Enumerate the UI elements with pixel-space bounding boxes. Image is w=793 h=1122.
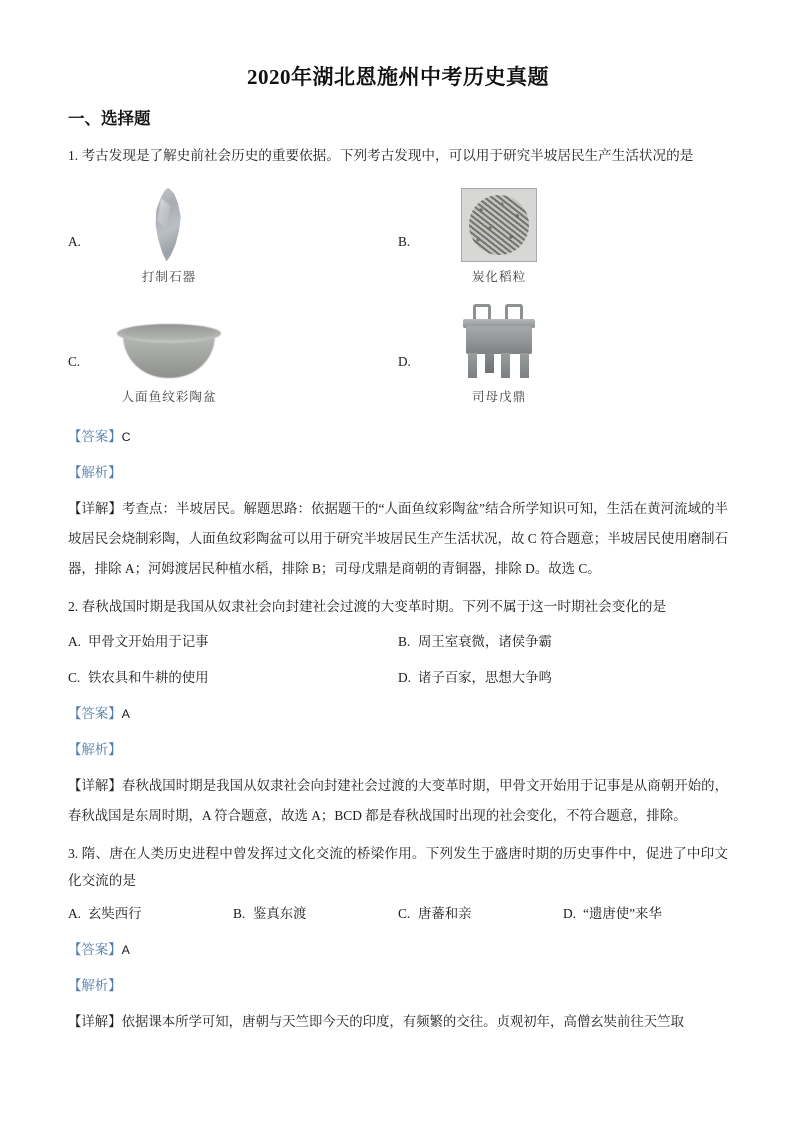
question-3-detail [68, 1007, 728, 1037]
question-1-options-row-1 [68, 175, 728, 295]
question-2-stem: 2. 春秋战国时期是我国从奴隶社会向封建社会过渡的大变革时期。下列不属于这一时期社会变化的是 [68, 599, 667, 614]
question-1-option-b[interactable] [398, 175, 728, 295]
option-label-d: D. [398, 354, 411, 370]
question-3-answer-value: A [121, 943, 130, 957]
answer-tag: 【答案】 [68, 706, 122, 721]
question-2-detail [68, 771, 728, 831]
question-3-option-a[interactable] [68, 900, 233, 928]
option-c-caption: 人面鱼纹彩陶盆 [121, 389, 217, 404]
option-label-b: B. [398, 634, 411, 649]
answer-tag: 【答案】 [68, 942, 122, 957]
question-2-option-b[interactable] [398, 628, 728, 656]
carbonized-rice-grains-icon [461, 186, 537, 262]
option-d-text: 诸子百家，思想大争鸣 [418, 670, 552, 685]
question-1-option-a[interactable] [68, 175, 398, 295]
analysis-tag: 【解析】 [68, 742, 122, 757]
question-1-analysis-tag [68, 459, 728, 486]
option-c-figure [94, 306, 244, 405]
option-b-text: 鉴真东渡 [253, 906, 307, 921]
option-label-c: C. [398, 906, 411, 921]
option-label-c: C. [68, 354, 81, 370]
question-2-options-row-2 [68, 664, 728, 692]
option-label-d: D. [563, 906, 577, 921]
detail-tag: 【详解】 [68, 501, 122, 516]
option-c-text: 唐蕃和亲 [418, 906, 472, 921]
answer-tag: 【答案】 [68, 429, 122, 444]
option-d-caption: 司母戊鼎 [471, 389, 527, 404]
chipped-stone-tool-icon [148, 186, 190, 262]
option-label-a: A. [68, 906, 82, 921]
option-a-caption: 打制石器 [141, 269, 197, 284]
detail-tag: 【详解】 [68, 1014, 122, 1029]
question-2-option-c[interactable] [68, 664, 398, 692]
question-2-answer-line [68, 700, 728, 728]
detail-tag: 【详解】 [68, 778, 122, 793]
option-c-text: 铁农具和牛耕的使用 [88, 670, 209, 685]
option-label-d: D. [398, 670, 412, 685]
question-1-detail [68, 494, 728, 584]
page-title: 2020年湖北恩施州中考历史真题 [247, 65, 549, 89]
option-a-figure [94, 186, 244, 285]
question-3-option-d[interactable] [563, 900, 728, 928]
question-3-analysis-tag [68, 972, 728, 999]
option-b-caption: 炭化稻粒 [471, 269, 527, 284]
question-2-analysis-tag [68, 736, 728, 763]
question-1-option-d[interactable] [398, 295, 728, 415]
option-d-figure [424, 306, 574, 405]
question-1-answer-value: C [121, 430, 131, 444]
section-header: 一、选择题 [68, 109, 151, 128]
document-content [68, 0, 728, 1037]
option-b-text: 周王室衰微，诸侯争霸 [418, 634, 552, 649]
bronze-ding-vessel-icon [461, 306, 537, 382]
option-label-b: B. [233, 906, 246, 921]
question-3-detail-text: 依据课本所学可知，唐朝与天竺即今天的印度，有频繁的交往。贞观初年，高僧玄奘前往天竺取 [121, 1014, 684, 1029]
option-label-c: C. [68, 670, 81, 685]
analysis-tag: 【解析】 [68, 978, 122, 993]
question-2-option-a[interactable] [68, 628, 398, 656]
question-1-option-c[interactable] [68, 295, 398, 415]
question-1-options-row-2 [68, 295, 728, 415]
question-3-stem: 3. 隋、唐在人类历史进程中曾发挥过文化交流的桥梁作用。下列发生于盛唐时期的历史事件中，促进了中印文化交流的是 [68, 846, 728, 888]
option-a-text: 甲骨文开始用于记事 [88, 634, 209, 649]
painted-pottery-basin-icon [117, 306, 221, 382]
option-label-b: B. [398, 234, 411, 250]
option-a-text: 玄奘西行 [88, 906, 142, 921]
option-label-a: A. [68, 634, 82, 649]
question-1-stem: 1. 考古发现是了解史前社会历史的重要依据。下列考古发现中，可以用于研究半坡居民生产生活状况的是 [68, 148, 694, 163]
question-1-image-options [68, 175, 728, 415]
question-2-options-row-1 [68, 628, 728, 656]
question-2-answer-value: A [121, 707, 130, 721]
option-label-a: A. [68, 234, 81, 250]
option-b-figure [424, 186, 574, 285]
option-d-text: “遗唐使”来华 [583, 906, 662, 921]
question-3-option-b[interactable] [233, 900, 398, 928]
question-2-detail-text: 春秋战国时期是我国从奴隶社会向封建社会过渡的大变革时期，甲骨文开始用于记事是从商朝开始的，春秋战国是东周时期，A 符合题意，故选 A；BCD 都是春秋战国时出现的社会变化，不符合题意，排除。 [68, 778, 729, 823]
question-2-option-d[interactable] [398, 664, 728, 692]
question-1-detail-text: 考查点：半坡居民。解题思路：依据题干的“人面鱼纹彩陶盆”结合所学知识可知，生活在黄河流域的半坡居民会烧制彩陶，人面鱼纹彩陶盆可以用于研究半坡居民生产生活状况，故 C 符合题意；半坡居民使用磨制石器，排除 A；河姆渡居民种植水稻，排除 B；司母戊鼎是商朝的青铜器，排除 D。故选 C。 [68, 501, 728, 576]
analysis-tag: 【解析】 [68, 465, 122, 480]
question-3-option-c[interactable] [398, 900, 563, 928]
question-3-options-row [68, 900, 728, 928]
question-3-answer-line [68, 936, 728, 964]
question-1-answer-line [68, 423, 728, 451]
